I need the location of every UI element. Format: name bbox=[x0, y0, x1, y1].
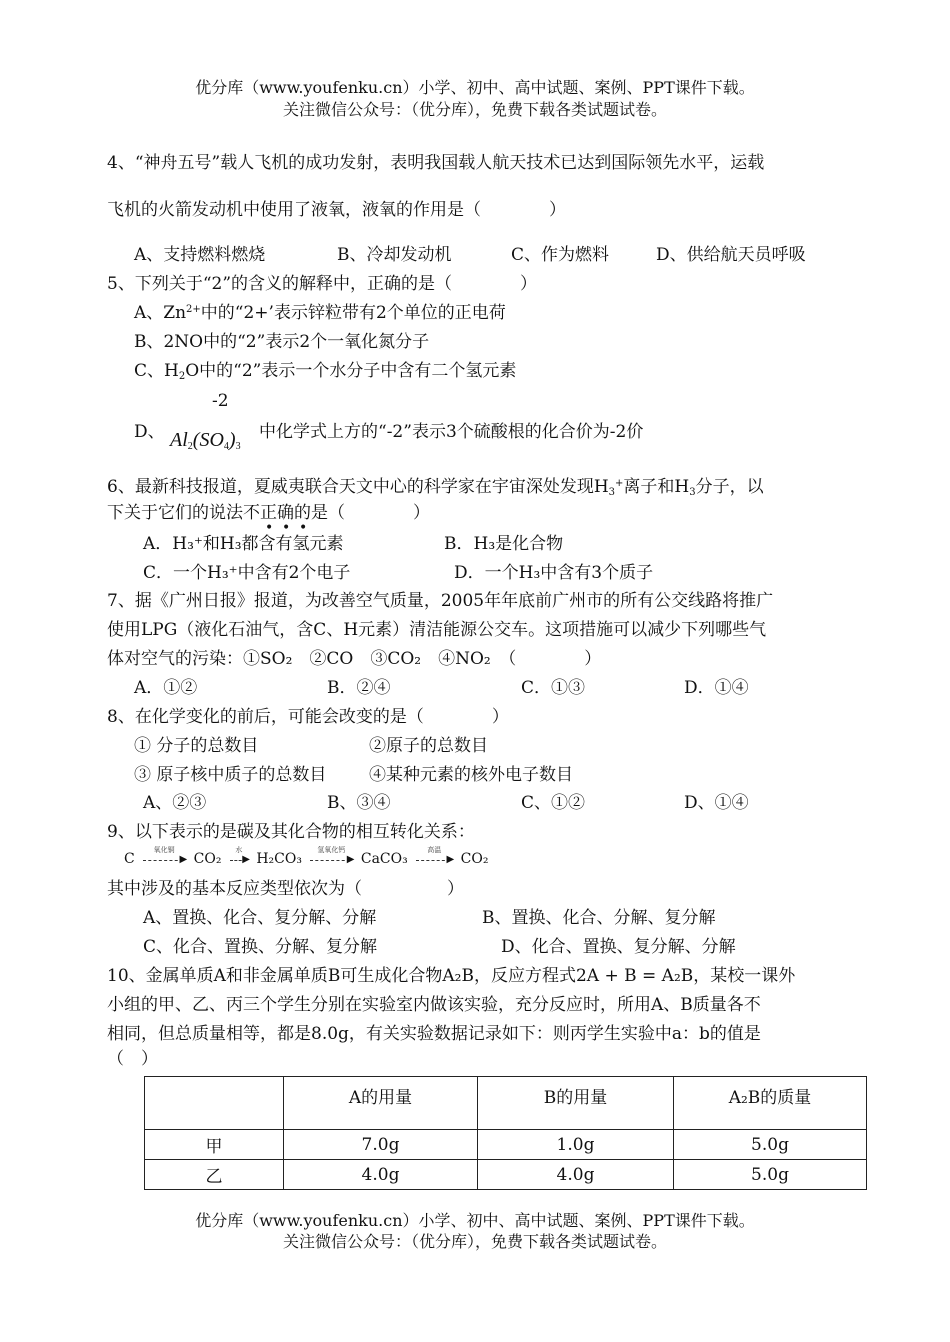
table-cell: 4.0g bbox=[478, 1160, 674, 1190]
q10-stem-line-2: 小组的甲、乙、丙三个学生分别在实验室内做该实验，充分反应时，所用A、B质量各不 bbox=[107, 995, 761, 1015]
q8-item-4: ④某种元素的核外电子数目 bbox=[369, 765, 573, 785]
q6-option-b: B．H₃是化合物 bbox=[444, 534, 564, 554]
q8-item-1: ① 分子的总数目 bbox=[134, 736, 259, 756]
reaction-arrow: 高温 ▶ bbox=[414, 851, 454, 867]
experiment-data-table bbox=[144, 1076, 867, 1190]
q7-stem-line-3: 体对空气的污染：①SO₂ ②CO ③CO₂ ④NO₂ （ ） bbox=[107, 649, 602, 669]
q5-option-d-text: 中化学式上方的“-2”表示3个硫酸根的化合价为-2价 bbox=[259, 422, 644, 442]
q5-aluminium-sulfate-formula: $Al_2(SO_4)_3$ bbox=[170, 429, 241, 452]
q4-option-d: D、供给航天员呼吸 bbox=[656, 245, 806, 265]
reaction-arrow: 水 ▶ bbox=[228, 851, 250, 867]
q8-option-d: D、①④ bbox=[684, 793, 749, 813]
q9-stem: 9、以下表示的是碳及其化合物的相互转化关系： bbox=[107, 822, 475, 842]
q7-stem-line-1: 7、据《广州日报》报道，为改善空气质量，2005年年底前广州市的所有公交线路将推广 bbox=[107, 591, 774, 611]
q6-option-d: D．一个H₃中含有3个质子 bbox=[454, 563, 654, 583]
chain-co2: CO₂ bbox=[193, 851, 222, 867]
q7-stem-line-2: 使用LPG（液化石油气，含C、H元素）清洁能源公交车。这项措施可以减少下列哪些气 bbox=[107, 620, 767, 640]
reaction-arrow: 氧化铜 ▶ bbox=[141, 851, 187, 867]
emphasis-dot: • bbox=[282, 520, 291, 536]
header-line-2: 关注微信公众号：（优分库），免费下载各类试题试卷。 bbox=[282, 100, 667, 119]
table-header-cell: B的用量 bbox=[478, 1077, 674, 1130]
q8-option-a: A、②③ bbox=[143, 793, 207, 813]
q4-option-b: B、冷却发动机 bbox=[337, 245, 452, 265]
q5-option-b: B、2NO中的“2”表示2个一氧化氮分子 bbox=[134, 332, 430, 352]
q4-stem-line-2: 飞机的火箭发动机中使用了液氧，液氧的作用是（ ） bbox=[107, 200, 566, 220]
q6-stem-line-1: 6、最新科技报道，夏威夷联合天文中心的科学家在宇宙深处发现$H_3^+$离子和$H_3$分子，以 bbox=[107, 477, 764, 498]
q6-stem-line-2: 下关于它们的说法不正确的是（ ） bbox=[107, 503, 430, 523]
q9-stem-2: 其中涉及的基本反应类型依次为（ ） bbox=[107, 879, 464, 899]
table-cell: 5.0g bbox=[674, 1130, 867, 1160]
footer-line-2: 关注微信公众号：（优分库），免费下载各类试题试卷。 bbox=[282, 1232, 667, 1251]
q5-option-a: A、$Zn^{2+}$中的“2+’表示锌粒带有2个单位的正电荷 bbox=[134, 303, 506, 323]
chain-carbon: C bbox=[124, 851, 135, 867]
table-cell: 1.0g bbox=[478, 1130, 674, 1160]
table-cell: 7.0g bbox=[284, 1130, 478, 1160]
reaction-arrow: 氢氧化钙 ▶ bbox=[308, 851, 354, 867]
q6-option-a: A．H₃⁺和H₃都含有氢元素 bbox=[143, 534, 344, 554]
chain-caco3: CaCO₃ bbox=[360, 851, 408, 867]
table-cell: 甲 bbox=[145, 1130, 284, 1160]
q8-option-b: B、③④ bbox=[327, 793, 391, 813]
q7-option-c: C．①③ bbox=[521, 678, 586, 698]
emphasis-dot: • bbox=[265, 520, 274, 536]
q9-option-d: D、化合、置换、复分解、分解 bbox=[501, 937, 736, 957]
q4-option-a: A、支持燃料燃烧 bbox=[134, 245, 266, 265]
table-header-row bbox=[145, 1077, 867, 1130]
table-cell: 5.0g bbox=[674, 1160, 867, 1190]
chain-h2co3: H₂CO₃ bbox=[256, 851, 302, 867]
table-cell: 4.0g bbox=[284, 1160, 478, 1190]
q5-option-d-label: D、 bbox=[134, 422, 165, 442]
q9-option-b: B、置换、化合、分解、复分解 bbox=[482, 908, 716, 928]
chain-co2-final: CO₂ bbox=[460, 851, 489, 867]
q9-option-c: C、化合、置换、分解、复分解 bbox=[143, 937, 378, 957]
q7-option-a: A．①② bbox=[134, 678, 198, 698]
q8-stem: 8、在化学变化的前后，可能会改变的是（ ） bbox=[107, 707, 509, 727]
table-row bbox=[145, 1130, 867, 1160]
q9-conversion-chain bbox=[124, 846, 489, 867]
q10-stem-line-3: 相同，但总质量相等，都是8.0g，有关实验数据记录如下：则丙学生实验中a：b的值是 bbox=[107, 1024, 761, 1044]
q7-option-d: D．①④ bbox=[684, 678, 749, 698]
table-header-cell bbox=[145, 1077, 284, 1130]
table-cell: 乙 bbox=[145, 1160, 284, 1190]
q6-option-c: C．一个H₃⁺中含有2个电子 bbox=[143, 563, 351, 583]
q5-option-c: C、$H_2O$中的“2”表示一个水分子中含有二个氢元素 bbox=[134, 361, 517, 382]
footer-line-1: 优分库（www.youfenku.cn）小学、初中、高中试题、案例、PPT课件下载。 bbox=[195, 1211, 755, 1230]
table-row bbox=[145, 1160, 867, 1190]
q4-option-c: C、作为燃料 bbox=[511, 245, 610, 265]
header-line-1: 优分库（www.youfenku.cn）小学、初中、高中试题、案例、PPT课件下载。 bbox=[195, 78, 755, 97]
q7-option-b: B．②④ bbox=[327, 678, 391, 698]
q8-item-3: ③ 原子核中质子的总数目 bbox=[134, 765, 327, 785]
q8-item-2: ②原子的总数目 bbox=[369, 736, 488, 756]
emphasis-dot: • bbox=[299, 520, 308, 536]
q9-option-a: A、置换、化合、复分解、分解 bbox=[143, 908, 377, 928]
q8-option-c: C、①② bbox=[521, 793, 586, 813]
q4-stem-line-1: 4、“神舟五号”载人飞机的成功发射，表明我国载人航天技术已达到国际领先水平，运载 bbox=[107, 153, 765, 173]
table-header-cell: A₂B的质量 bbox=[674, 1077, 867, 1130]
q5-option-d-valence: -2 bbox=[212, 391, 229, 411]
q10-stem-line-4: （ ） bbox=[107, 1049, 158, 1069]
table-header-cell: A的用量 bbox=[284, 1077, 478, 1130]
q5-stem: 5、下列关于“2”的含义的解释中，正确的是（ ） bbox=[107, 274, 538, 294]
q10-stem-line-1: 10、金属单质A和非金属单质B可生成化合物A₂B，反应方程式2A + B = A₂B，某校一课外 bbox=[107, 966, 796, 986]
